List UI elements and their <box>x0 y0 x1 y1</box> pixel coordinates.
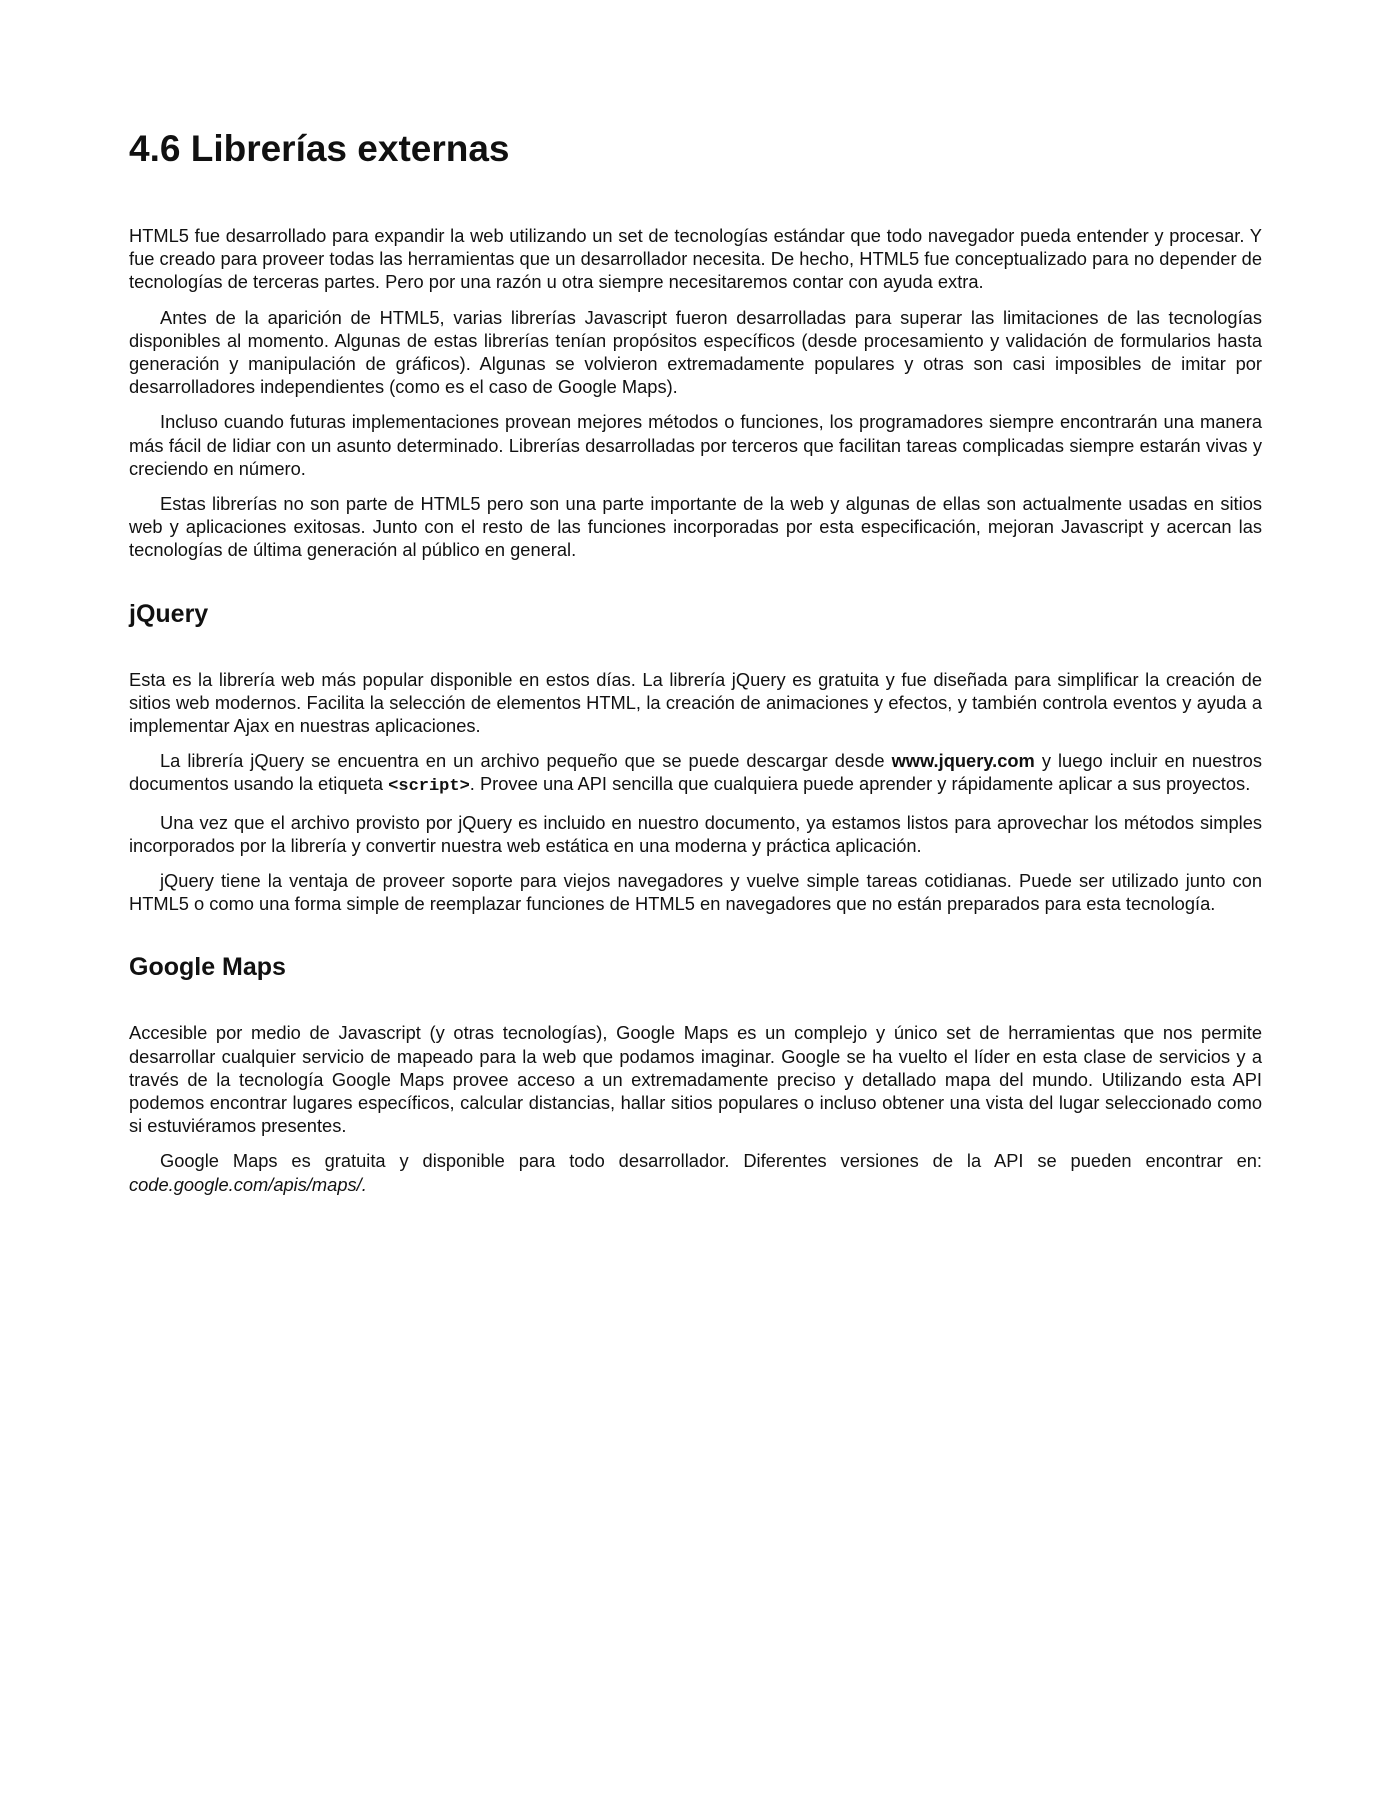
intro-paragraph-3: Incluso cuando futuras implementaciones provean mejores métodos o funciones, los programadores siempre encontrarán una manera más fácil de lidiar con un asunto determinado. Librerías desarrolladas por terceros que facilitan tareas complicadas siempre estarán vivas y creciendo en número. <box>129 411 1262 479</box>
jquery-paragraph-1: Esta es la librería web más popular disponible en estos días. La librería jQuery es gratuita y fue diseñada para simplificar la creación de sitios web modernos. Facilita la selección de elementos HTML, la creación de animaciones y efectos, y también controla eventos y ayuda a implementar Ajax en nuestras aplicaciones. <box>129 668 1262 737</box>
jquery-p2-text-b: y luego incluir en nuestros documentos usando la etiqueta <box>129 750 1262 795</box>
intro-paragraph-4: Estas librerías no son parte de HTML5 pero son una parte importante de la web y algunas de ellas son actualmente usadas en sitios web y aplicaciones exitosas. Junto con el resto de las funciones incorporadas por esta especificación, mejoran Javascript y acercan las tecnologías de última generación al público en general. <box>129 493 1262 561</box>
google-maps-heading: Google Maps <box>129 953 286 982</box>
gmaps-p2-text: Google Maps es gratuita y disponible para todo desarrollador. Diferentes versiones de la API se pueden encontrar en: <box>160 1150 1262 1172</box>
intro-paragraph-2: Antes de la aparición de HTML5, varias librerías Javascript fueron desarrolladas para superar las limitaciones de las tecnologías disponibles al momento. Algunas de estas librerías tenían propósitos específicos (desde procesamiento y validación de formularios hasta generación y manipulación de gráficos). Algunas se volvieron extremadamente populares y otras son casi imposibles de imitar por desarrolladores independientes (como es el caso de Google Maps). <box>129 306 1262 398</box>
intro-paragraph-1: HTML5 fue desarrollado para expandir la web utilizando un set de tecnologías estándar que todo navegador pueda entender y procesar. Y fue creado para proveer todas las herramientas que un desarrollador necesita. De hecho, HTML5 fue conceptualizado para no depender de tecnologías de terceras partes. Pero por una razón u otra siempre necesitaremos contar con ayuda extra. <box>129 225 1262 293</box>
gmaps-paragraph-1: Accesible por medio de Javascript (y otras tecnologías), Google Maps es un complejo y único set de herramientas que nos permite desarrollar cualquier servicio de mapeado para la web que podamos imaginar. Google se ha vuelto el líder en esta clase de servicios y a través de la tecnología Google Maps provee acceso a un extremadamente preciso y detallado mapa del mundo. Utilizando esta API podemos encontrar lugares específicos, calcular distancias, hallar sitios populares o incluso obtener una vista del lugar seleccionado como si estuviéramos presentes. <box>129 1022 1262 1137</box>
jquery-paragraph-2 <box>129 749 1262 798</box>
jquery-p2-text-c: . Provee una API sencilla que cualquiera puede aprender y rápidamente aplicar a sus proyectos. <box>469 773 1251 795</box>
gmaps-paragraph-2 <box>129 1149 1262 1195</box>
script-tag-code: <script> <box>388 777 470 797</box>
jquery-p2-text-a: La librería jQuery se encuentra en un archivo pequeño que se puede descargar desde <box>160 750 892 772</box>
jquery-heading: jQuery <box>129 599 209 628</box>
gmaps-api-url: code.google.com/apis/maps/. <box>129 1173 367 1195</box>
jquery-paragraph-4: jQuery tiene la ventaja de proveer soporte para viejos navegadores y vuelve simple tareas cotidianas. Puede ser utilizado junto con HTML5 o como una forma simple de reemplazar funciones de HTML5 en navegadores que no están preparados para esta tecnología. <box>129 870 1262 915</box>
section-heading: 4.6 Librerías externas <box>129 128 510 169</box>
jquery-website-link: www.jquery.com <box>891 750 1035 772</box>
jquery-paragraph-3: Una vez que el archivo provisto por jQuery es incluido en nuestro documento, ya estamos listos para aprovechar los métodos simples incorporados por la librería y convertir nuestra web estática en una moderna y práctica aplicación. <box>129 811 1262 856</box>
page-content <box>129 118 1262 1208</box>
